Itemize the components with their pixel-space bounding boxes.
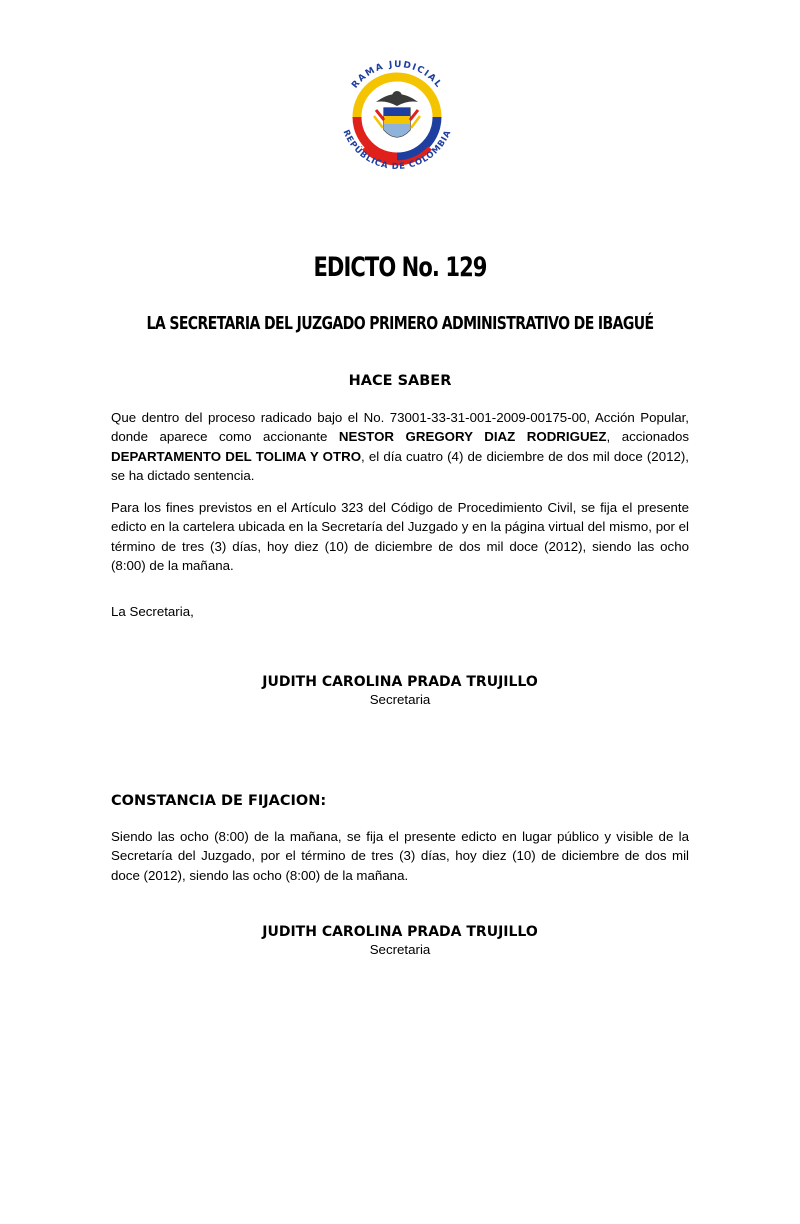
edict-subtitle: LA SECRETARIA DEL JUZGADO PRIMERO ADMINISTRATIVO DE IBAGUÉ — [146, 313, 654, 334]
edict-title: EDICTO No. 129 — [313, 252, 487, 283]
signature-block-2 — [0, 924, 800, 957]
signer-name-2: JUDITH CAROLINA PRADA TRUJILLO — [262, 924, 538, 940]
accionados-name: DEPARTAMENTO DEL TOLIMA Y OTRO — [111, 448, 362, 464]
accionante-name: NESTOR GREGORY DIAZ RODRIGUEZ — [338, 429, 607, 445]
svg-text:REPÚBLICA DE COLOMBIA: REPÚBLICA DE COLOMBIA — [340, 128, 454, 173]
svg-text:RAMA JUDICIAL: RAMA JUDICIAL — [350, 59, 444, 91]
signer-role-2: Secretaria — [369, 942, 431, 957]
hace-saber-heading: HACE SABER — [348, 373, 452, 389]
constancia-text: Siendo las ocho (8:00) de la mañana, se fija el presente edicto en lugar público y visible de la Secretaría del Juzgado, por el término de tres (3) días, hoy diez (10) de diciembre de dos mil doce (2012), siendo las ocho (8:00) de la mañana. — [111, 829, 689, 883]
signer-name: JUDITH CAROLINA PRADA TRUJILLO — [262, 674, 538, 690]
signer-role: Secretaria — [369, 692, 431, 707]
closing-line: La Secretaria, — [111, 604, 194, 619]
coat-of-arms-icon — [330, 50, 464, 184]
paragraph-fijacion: Para los fines previstos en el Artículo 323 del Código de Procedimiento Civil, se fija el presente edicto en la cartelera ubicada en la Secretaría del Juzgado y en la página virtual del mismo, por el término de tres (3) días, hoy diez (10) de diciembre de dos mil doce (2012), siendo las ocho (8:00) de la mañana. — [111, 500, 689, 574]
paragraph-process: Que dentro del proceso radicado bajo el No. 73001-33-31-001-2009-00175-00, Acción Popular, donde aparece como accionante NESTOR GREGORY DIAZ RODRIGUEZ, accionados DEPARTAMENTO DEL TOLIMA Y OTRO, el día cuatro (4) de diciembre de dos mil doce (2012), se ha dictado sentencia. — [111, 410, 690, 484]
signature-block — [0, 674, 800, 707]
constancia-heading: CONSTANCIA DE FIJACION: — [111, 793, 327, 809]
rama-judicial-seal — [330, 50, 464, 184]
